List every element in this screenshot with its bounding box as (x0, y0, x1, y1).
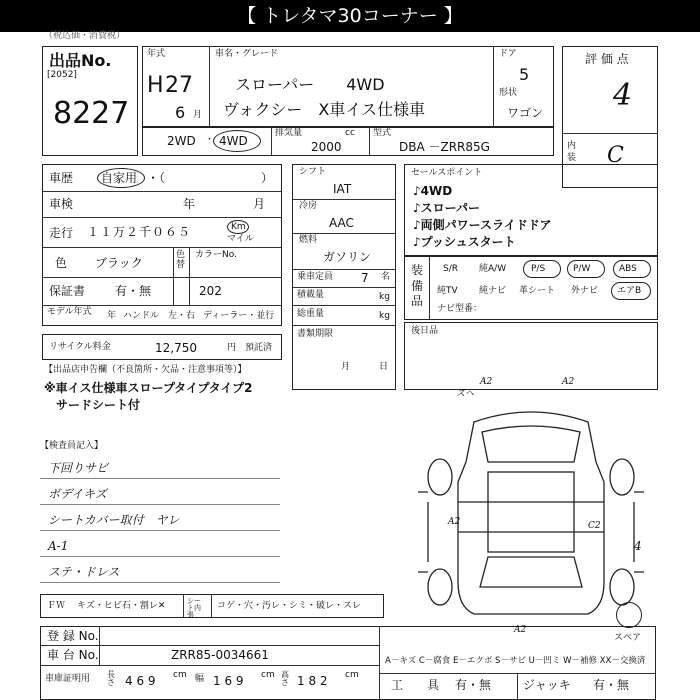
displacement-unit: cc (345, 128, 355, 138)
name-label: 車名・グレード (215, 49, 279, 59)
equipment-box (404, 256, 658, 320)
damage-mark: A2 (480, 377, 493, 387)
reg-label: 登 録 No. (47, 629, 99, 643)
side-left-outline (418, 492, 428, 572)
length-label: 長さ (107, 670, 115, 687)
chassis-label: 車 台 No. (47, 648, 99, 662)
side-right-outline (634, 492, 644, 572)
inspector-note: ボデイキズ (48, 487, 107, 501)
car-rear-window (480, 557, 582, 587)
notes-line1: ※車イス仕様車スロープタイプタイプ2 (44, 381, 253, 395)
inspector-note: シートカバー取付 ヤレ (48, 513, 180, 527)
jack-label: ジャッキ (523, 678, 571, 692)
model-label: 型式 (373, 128, 392, 138)
color-value: ブラック (95, 256, 143, 270)
later-items-label: 後日品 (411, 326, 439, 336)
inspector-area (40, 456, 280, 588)
inspector-title: 【検査員記入】 (40, 441, 104, 451)
equipment-airbag: エアB (617, 286, 642, 296)
inspection-month-unit: 月 (253, 197, 266, 211)
notes-title: 【出品店申告欄（不良箇所・欠品・注意事項等）】 (44, 365, 247, 375)
interior-score: C (607, 143, 624, 168)
damage-mark: A2 (514, 625, 527, 635)
dealer-label: ディーラー・並行 (203, 311, 275, 321)
recycle-value: 12,750 (155, 341, 197, 355)
year-label: 年式 (147, 49, 166, 59)
wheel-front-right (610, 459, 634, 495)
inspection-label: 車検 (49, 197, 74, 211)
fuel-value: ガソリン (323, 250, 372, 264)
sales-point-item: ♪スローパー (413, 201, 481, 215)
equipment-aw: 純A/W (479, 264, 507, 274)
recycle-label: リサイクル料金 (49, 342, 111, 352)
damage-legend: A－キズ C－腐食 E－エクボ S－サビ U－凹ミ W－補修 XX－交換済 (385, 656, 646, 666)
mileage-value: １１万２千０６５ (87, 225, 192, 239)
doc-label: 書類期限 (297, 329, 334, 339)
cert-label: 車庫証明用 (45, 674, 91, 684)
inspection-year-unit: 年 (183, 197, 196, 211)
later-items-box (404, 322, 658, 390)
sales-point-item: ♪両側パワースライドドア (413, 218, 552, 232)
auction-banner: 【 トレタマ30コーナー 】 (0, 0, 700, 32)
chassis-value: ZRR85-0034661 (171, 648, 269, 662)
wheel-rear-left (428, 569, 452, 605)
model-year-unit: 年 (107, 311, 117, 321)
mid-table (292, 164, 396, 390)
model-value: DBA －ZRR85G (399, 140, 490, 154)
year-value: 27 (165, 73, 193, 98)
height-unit: cm (345, 670, 359, 680)
weight-unit: kg (379, 311, 390, 321)
sales-points-box (404, 164, 658, 256)
equipment-ext-navi: 外ナビ (571, 286, 599, 296)
doors-value: 5 (519, 65, 530, 84)
car-name-line2: ヴォクシー X車イス仕様車 (223, 100, 426, 119)
capacity-value: 7 (361, 271, 369, 285)
spec-row: 2WD ・ 4WD 排気量 cc 2000 型式 DBA －ZRR85G (142, 126, 554, 156)
drive-4wd: 4WD (219, 134, 248, 148)
equipment-sr: S/R (443, 264, 458, 274)
equipment-label: 装備品 (411, 263, 424, 309)
car-diagram (404, 389, 658, 632)
damage-mark: A2 (448, 517, 461, 527)
shape-label: 形状 (499, 88, 518, 98)
mileage-label: 走行 (49, 226, 74, 240)
top-note: （税込価・消費税） (44, 31, 126, 41)
recycle-unit: 円 預託済 (227, 343, 273, 353)
width-label: 幅 (195, 674, 205, 684)
notes-line2: サードシート付 (56, 398, 141, 412)
navi-model-label: ナビ型番： (437, 304, 483, 314)
lot-sub: [2052] (47, 70, 77, 80)
shift-label: シフト (299, 167, 327, 177)
auction-sheet (0, 32, 700, 700)
tools-label: 工 具 (391, 678, 440, 692)
fw-label: ＦＷ (47, 601, 66, 611)
damage-mark: ズヘ (456, 389, 475, 399)
shape-value: ワゴン (507, 106, 544, 120)
shift-value: IAT (333, 182, 352, 196)
history-value: 自家用 (101, 171, 138, 185)
equipment-tv: 純TV (437, 286, 458, 296)
spare-label: スペア (614, 633, 642, 643)
equipment-abs: ABS (619, 264, 637, 274)
wheel-front-left (428, 459, 452, 495)
seat-items: コゲ・穴・汚レ・シミ・破レ・スレ (217, 601, 362, 611)
interior-label: 内装 (567, 141, 577, 163)
seat-label: シート内張 (187, 597, 201, 619)
warranty-label: 保証書 (49, 284, 86, 298)
car-body-outline (458, 412, 604, 614)
cooler-label: 冷房 (299, 201, 318, 211)
weight-label: 総重量 (297, 309, 325, 319)
history-rest: ・（ ） (147, 171, 274, 185)
fuel-label: 燃料 (299, 235, 318, 245)
displacement-value: 2000 (311, 140, 342, 154)
damage-mark: C2 (588, 521, 601, 531)
capacity-unit: 名 (381, 272, 391, 282)
lot-number: 8227 (53, 96, 130, 131)
damage-mark: A2 (562, 377, 575, 387)
equipment-ps: P/S (531, 264, 546, 274)
doors-label: ドア (499, 49, 517, 59)
condition-row (40, 594, 384, 618)
height-value: 1 8 2 (297, 674, 328, 688)
equipment-leather: 革シート (519, 286, 556, 296)
wheel-rear-right (610, 569, 634, 605)
car-name-line1: スローパー 4WD (235, 75, 385, 94)
mileage-unit-mile: マイル (227, 234, 254, 244)
lot-box (42, 46, 138, 156)
header-box (142, 46, 554, 128)
handle-label: ハンドル 左・右 (123, 311, 196, 321)
length-unit: cm (173, 670, 187, 680)
inspector-note: ステ・ドレス (48, 565, 120, 579)
length-value: 4 6 9 (125, 674, 156, 688)
lot-label: 出品No. (49, 51, 112, 70)
load-unit: kg (379, 292, 390, 302)
equipment-navi: 純ナビ (479, 286, 507, 296)
mileage-unit-km: Km (231, 222, 246, 232)
car-windshield (482, 426, 580, 462)
cooler-value: AAC (329, 216, 354, 230)
month-value: 6 (175, 103, 186, 122)
tools-value: 有・無 (455, 678, 492, 692)
inspector-note: A-1 (48, 539, 69, 553)
displacement-label: 排気量 (275, 128, 303, 138)
damage-mark: 4 (634, 539, 642, 553)
model-year-label: モデル年式 (47, 307, 92, 317)
registration-table (40, 626, 656, 700)
warranty-value: 有・無 (115, 284, 152, 298)
color-change: 色替 (176, 250, 186, 270)
sales-point-item: ♪4WD (413, 184, 453, 198)
load-label: 積載量 (297, 290, 325, 300)
era: H (147, 73, 164, 98)
color-label: 色 (55, 256, 68, 270)
color-no-value: 202 (199, 284, 222, 298)
recycle-row (42, 334, 282, 360)
sales-points-label: セールスポイント (411, 168, 483, 178)
history-table (42, 164, 282, 326)
month-unit: 月 (193, 110, 203, 120)
jack-value: 有・無 (593, 678, 630, 692)
width-value: 1 6 9 (213, 674, 244, 688)
equipment-pw: P/W (573, 264, 591, 274)
car-roof (488, 472, 574, 552)
height-label: 高さ (281, 670, 289, 687)
spare-tire-icon (616, 602, 642, 628)
width-unit: cm (261, 670, 275, 680)
doc-month: 月 (341, 362, 351, 372)
fw-items: キズ・ヒビ石・割レ✕ (77, 601, 166, 611)
color-no-label: カラーNo. (195, 250, 237, 260)
score-value: 4 (613, 78, 633, 113)
score-label: 評 価 点 (585, 52, 629, 66)
drive-2wd: 2WD (167, 134, 196, 148)
inspector-note: 下回りサビ (48, 461, 109, 475)
history-label: 車歴 (49, 171, 74, 185)
doc-day: 日 (379, 362, 389, 372)
capacity-label: 乗車定員 (297, 272, 334, 282)
sales-point-item: ♪プッシュスタート (413, 235, 516, 249)
